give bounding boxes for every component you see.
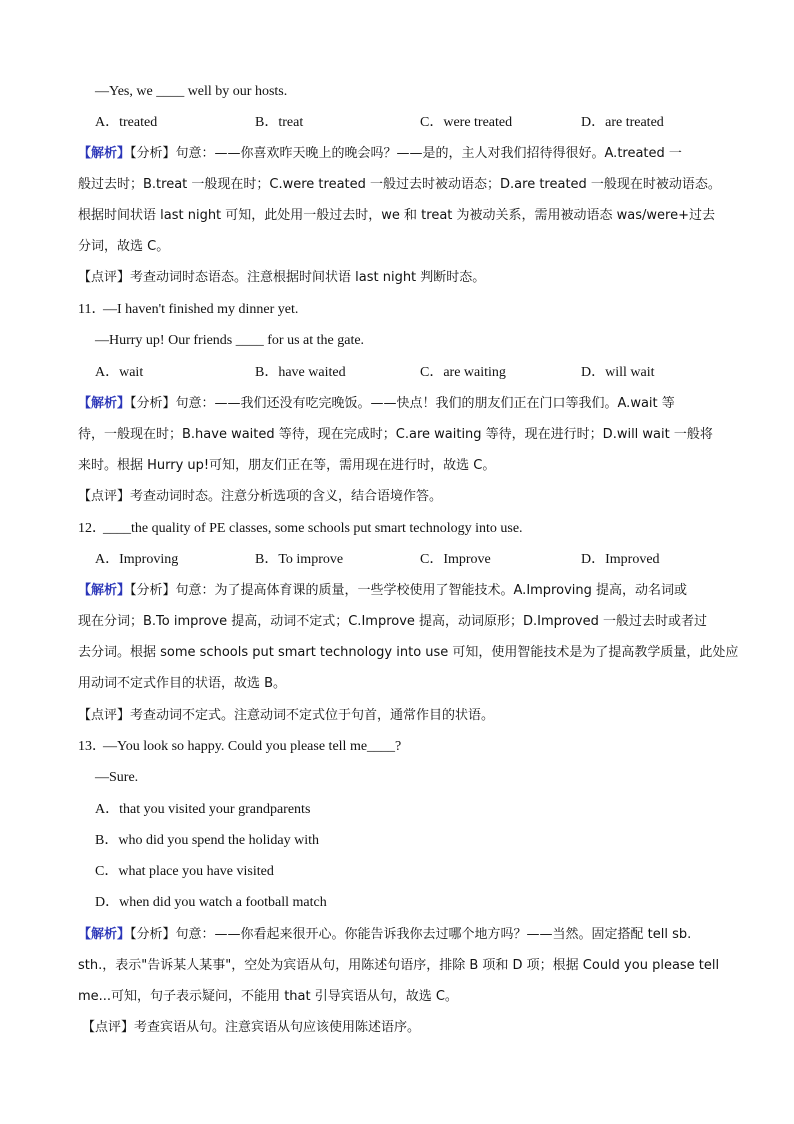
- q13-option-c: C．what place you have visited: [95, 864, 274, 879]
- analysis-tag: 【解析】: [78, 146, 131, 161]
- q12-analysis-line-4: 用动词不定式作目的状语，故选 B。: [78, 676, 287, 691]
- option-b: B．To improve: [255, 552, 344, 567]
- q11-line-2: —Hurry up! Our friends ____ for us at the gate.: [95, 333, 365, 348]
- q12-analysis-line-1: [78, 581, 778, 601]
- prev-analysis-line-2: 般过去时；B.treat 一般现在时；C.were treated 一般过去时被动语态；D.are treated 一般现在时被动语态。: [78, 177, 721, 192]
- prev-analysis-line-4: 分词，故选 C。: [78, 239, 170, 254]
- q13-analysis-line-2: sth.，表示"告诉某人某事"，空处为宾语从句，用陈述句语序，排除 B 项和 D 项；根据 Could you please tell: [78, 958, 720, 973]
- analysis-tag: 【解析】: [78, 583, 131, 598]
- analysis-tag: 【解析】: [78, 927, 131, 942]
- q13-line-2: —Sure.: [95, 770, 139, 785]
- option-c: C．are waiting: [420, 365, 506, 380]
- option-c: C．Improve: [420, 552, 491, 567]
- question-text: —You look so happy. Could you please tell me____?: [103, 739, 402, 754]
- option-a: A．wait: [95, 365, 144, 380]
- option-d: D．will wait: [581, 365, 655, 380]
- option-a: A．Improving: [95, 552, 179, 567]
- prev-analysis-line-1: [78, 144, 778, 164]
- prev-comment: 【点评】考查动词时态语态。注意根据时间状语 last night 判断时态。: [78, 270, 486, 285]
- q11-analysis-line-2: 待，一般现在时；B.have waited 等待，现在完成时；C.are waiting 等待，现在进行时；D.will wait 一般将: [78, 427, 713, 442]
- q12-analysis-line-3: 去分词。根据 some schools put smart technology into use 可知，使用智能技术是为了提高教学质量，此处应: [78, 645, 739, 660]
- q13-analysis-line-1: [78, 925, 778, 945]
- q13-option-a: A．that you visited your grandparents: [95, 802, 311, 817]
- q13-analysis-line-3: me...可知，句子表示疑问，不能用 that 引导宾语从句，故选 C。: [78, 989, 458, 1004]
- option-b: B．treat: [255, 115, 304, 130]
- prev-analysis-line-3: 根据时间状语 last night 可知，此处用一般过去时，we 和 treat 为被动关系，需用被动语态 was/were+过去: [78, 208, 715, 223]
- question-text: —I haven't finished my dinner yet.: [103, 302, 299, 317]
- analysis-text: 【分析】句意：——你喜欢昨天晚上的晚会吗？——是的，主人对我们招待得很好。A.treated 一: [130, 146, 682, 161]
- question-number: 11．: [78, 302, 106, 317]
- option-d: D．are treated: [581, 115, 664, 130]
- q13-option-b: B．who did you spend the holiday with: [95, 833, 319, 848]
- option-b: B．have waited: [255, 365, 346, 380]
- analysis-text: 【分析】句意：为了提高体育课的质量，一些学校使用了智能技术。A.Improving 提高，动名词或: [130, 583, 688, 598]
- option-a: A．treated: [95, 115, 158, 130]
- q13-line-1: [78, 737, 778, 757]
- option-d: D．Improved: [581, 552, 660, 567]
- analysis-text: 【分析】句意：——我们还没有吃完晚饭。——快点！我们的朋友们正在门口等我们。A.wait 等: [130, 396, 675, 411]
- q12-line-1: [78, 519, 778, 539]
- q13-option-d: D．when did you watch a football match: [95, 895, 327, 910]
- prev-reply-line: —Yes, we ____ well by our hosts.: [95, 84, 288, 99]
- q12-analysis-line-2: 现在分词；B.To improve 提高，动词不定式；C.Improve 提高，动词原形；D.Improved 一般过去时或者过: [78, 614, 708, 629]
- q11-analysis-line-1: [78, 394, 778, 414]
- q11-options: [95, 363, 775, 383]
- option-c: C．were treated: [420, 115, 513, 130]
- q11-line-1: [78, 300, 778, 320]
- prev-options: [95, 113, 775, 133]
- q11-comment: 【点评】考查动词时态。注意分析选项的含义，结合语境作答。: [78, 489, 443, 504]
- q12-comment: 【点评】考查动词不定式。注意动词不定式位于句首，通常作目的状语。: [78, 708, 495, 723]
- analysis-tag: 【解析】: [78, 396, 131, 411]
- question-text: ____the quality of PE classes, some schools put smart technology into use.: [103, 521, 523, 536]
- question-number: 13．: [78, 739, 106, 754]
- analysis-text: 【分析】句意：——你看起来很开心。你能告诉我你去过哪个地方吗？——当然。固定搭配 tell sb.: [130, 927, 692, 942]
- question-number: 12．: [78, 521, 106, 536]
- q13-comment: 【点评】考查宾语从句。注意宾语从句应该使用陈述语序。: [82, 1020, 421, 1035]
- q11-analysis-line-3: 来时。根据 Hurry up!可知，朋友们正在等，需用现在进行时，故选 C。: [78, 458, 496, 473]
- q12-options: [95, 550, 775, 570]
